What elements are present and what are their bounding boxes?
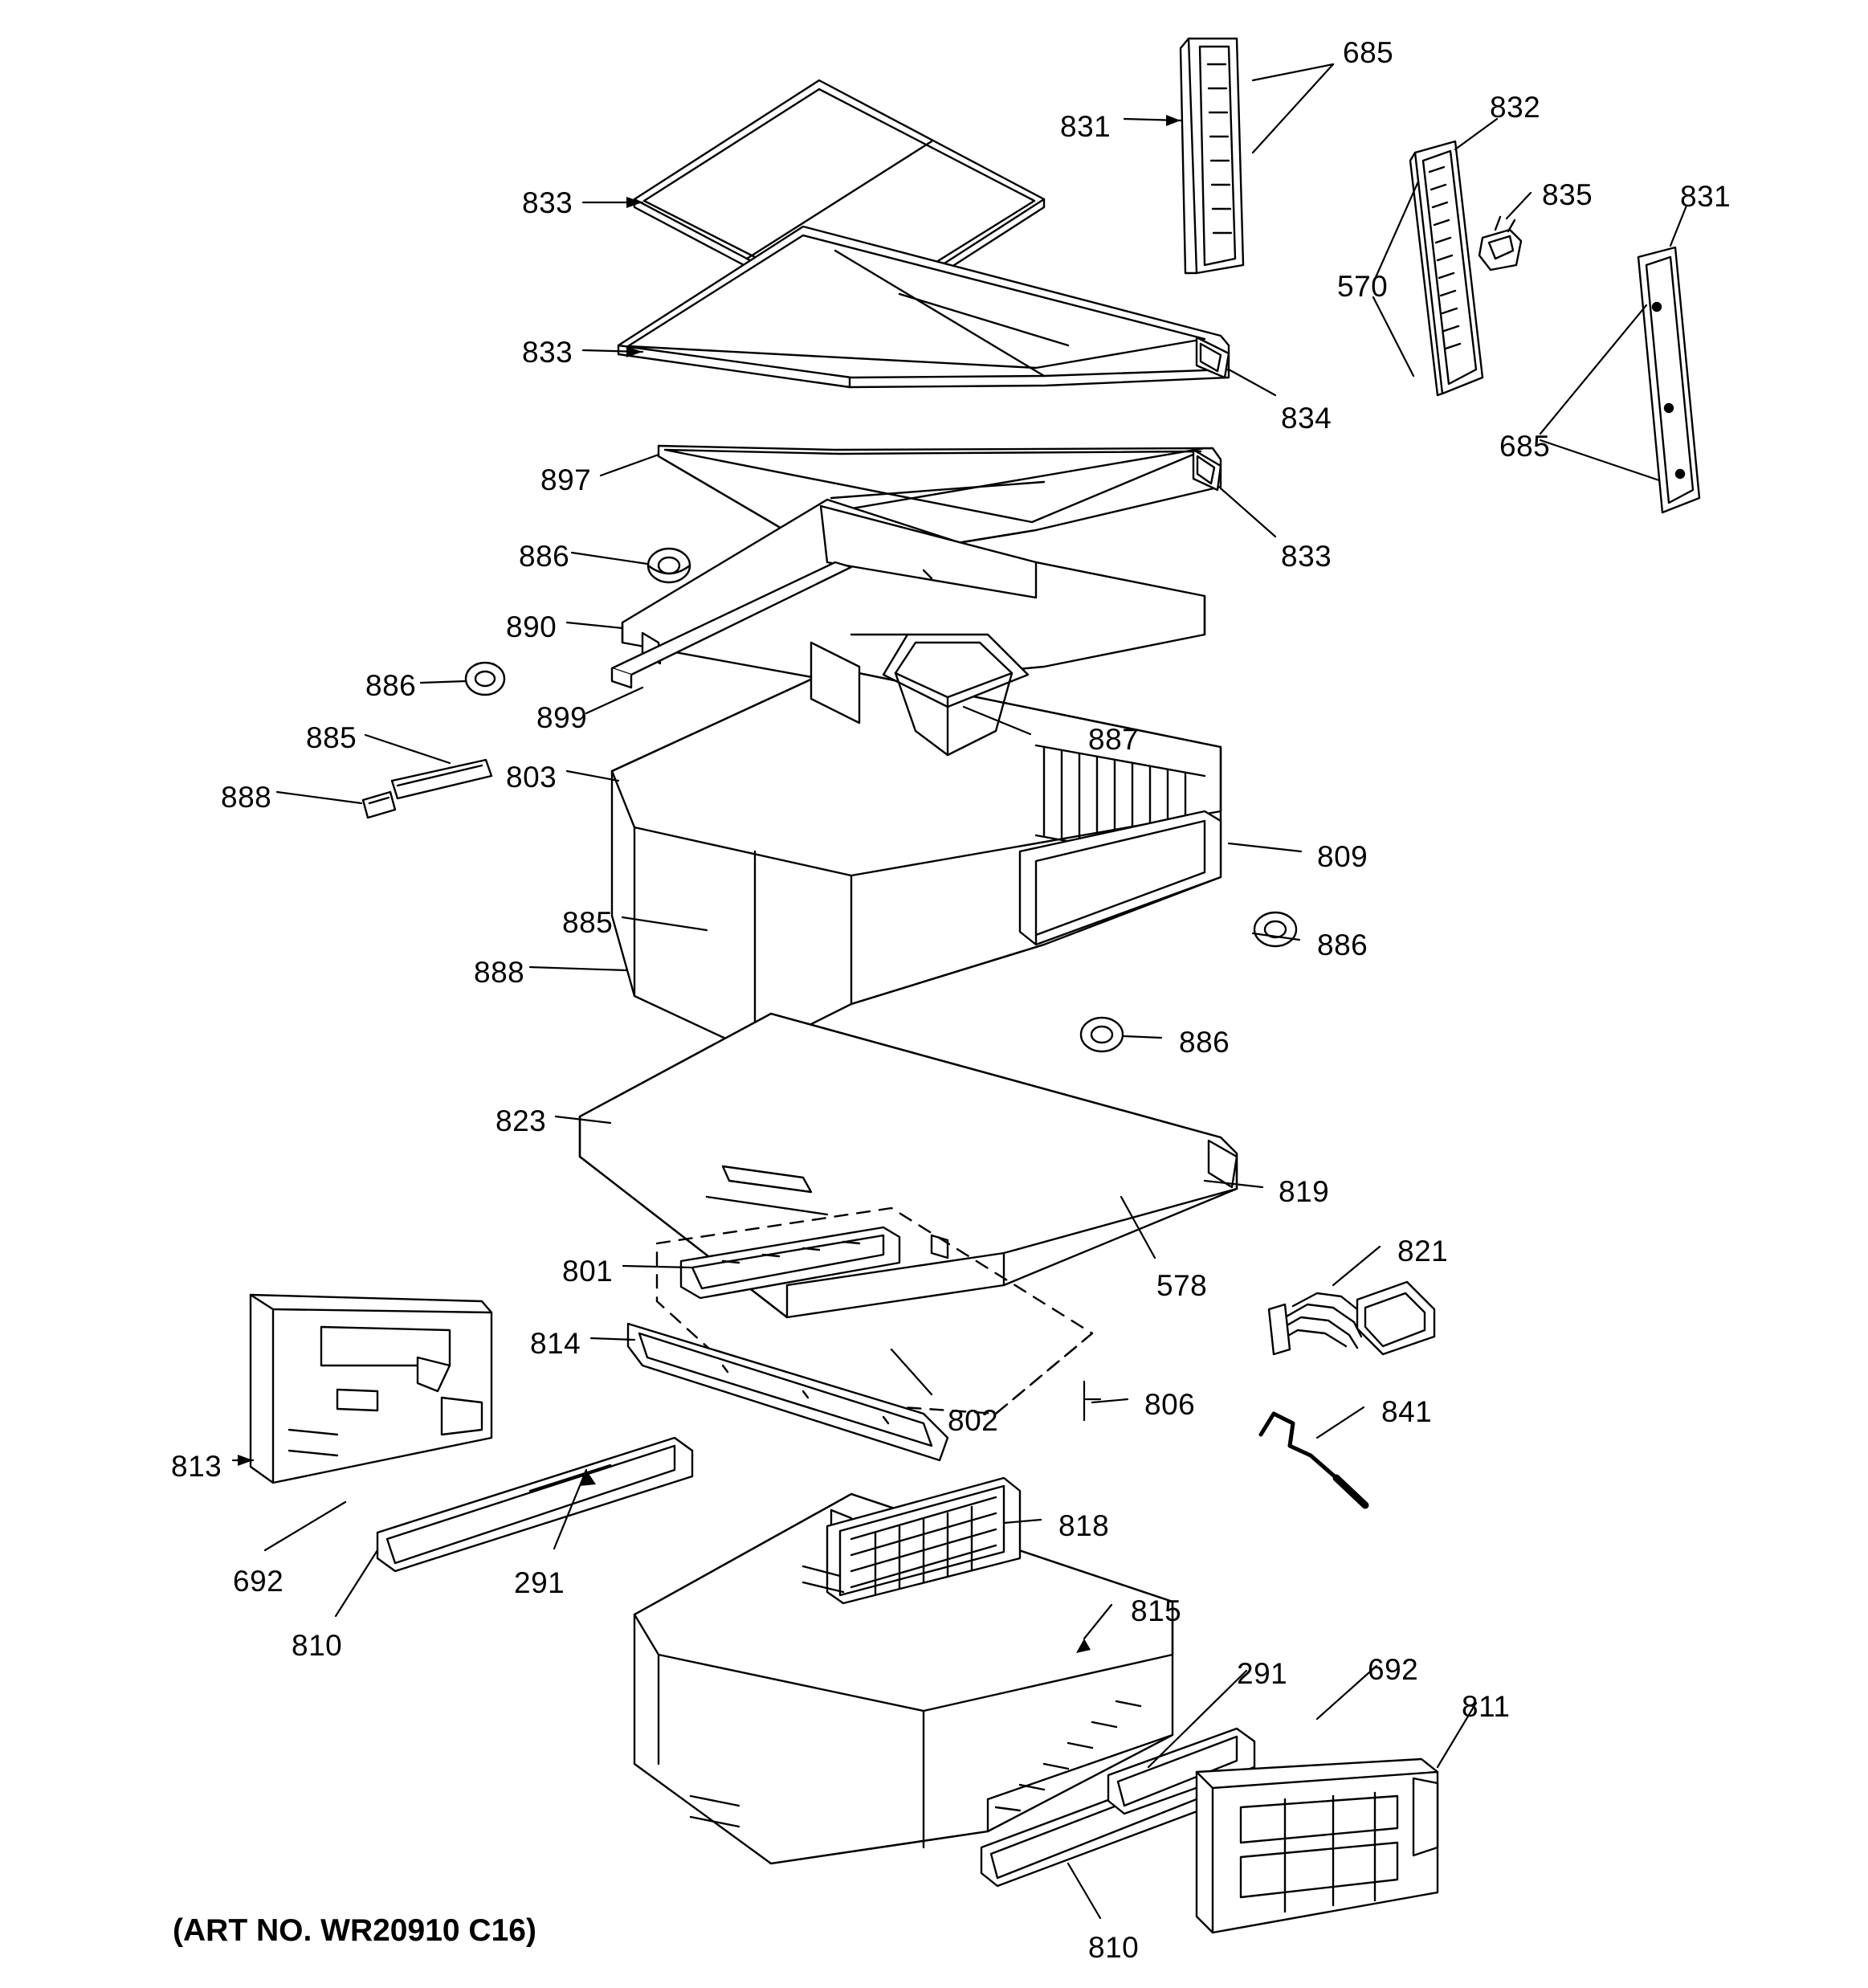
callout-831-a: 831 [1060, 110, 1111, 143]
part-810-rail-upper [377, 1438, 692, 1571]
part-886-grommet-b [466, 663, 504, 695]
callout-802: 802 [948, 1404, 999, 1437]
callout-890: 890 [506, 610, 557, 643]
callout-801: 801 [562, 1255, 614, 1288]
callout-570: 570 [1337, 270, 1389, 303]
part-832-perforated-bracket [1410, 141, 1483, 395]
part-811-end-cap [1197, 1759, 1438, 1933]
part-886-grommet-c [1254, 912, 1296, 946]
callout-897: 897 [540, 463, 592, 496]
callout-888-a: 888 [221, 781, 272, 814]
callout-813: 813 [171, 1450, 222, 1483]
callout-833-c: 833 [1281, 540, 1332, 573]
part-823-lid [580, 1014, 1237, 1317]
callout-885-b: 885 [562, 906, 614, 939]
callout-886-c: 886 [1317, 929, 1368, 961]
callout-803: 803 [506, 761, 557, 794]
callout-886-d: 886 [1179, 1026, 1230, 1059]
callout-821: 821 [1397, 1235, 1449, 1268]
part-821-wire-harness [1269, 1282, 1434, 1354]
part-888-clip-a [363, 792, 395, 818]
callout-834: 834 [1281, 402, 1332, 435]
callout-835: 835 [1542, 178, 1593, 211]
callout-291-a: 291 [514, 1566, 565, 1599]
part-831-bracket-left [1181, 39, 1243, 273]
callout-692-a: 692 [233, 1565, 284, 1598]
callout-806: 806 [1144, 1388, 1196, 1421]
callout-886-b: 886 [365, 669, 417, 702]
part-885-strip-a [392, 760, 491, 798]
callout-578: 578 [1156, 1269, 1208, 1302]
part-886-grommet-d [1081, 1018, 1123, 1051]
callout-810-b: 810 [1088, 1931, 1140, 1964]
callout-819: 819 [1279, 1175, 1330, 1208]
callout-810-a: 810 [292, 1629, 343, 1662]
callout-692-b: 692 [1368, 1653, 1419, 1686]
callout-809: 809 [1317, 840, 1368, 873]
part-813-end-cap [251, 1295, 491, 1483]
callout-685-a: 685 [1343, 36, 1394, 69]
callout-841: 841 [1381, 1395, 1433, 1428]
callout-291-b: 291 [1237, 1657, 1288, 1690]
callout-823: 823 [496, 1104, 547, 1137]
part-835-clip [1479, 217, 1521, 270]
callout-888-b: 888 [474, 956, 525, 989]
callout-832: 832 [1490, 91, 1541, 124]
callout-811: 811 [1462, 1690, 1511, 1723]
callout-685-b: 685 [1499, 430, 1551, 463]
art-number-note: (ART NO. WR20910 C16) [173, 1913, 536, 1948]
part-831-bracket-right [1638, 247, 1699, 512]
callout-887: 887 [1088, 723, 1140, 756]
callout-814: 814 [530, 1327, 581, 1360]
callout-818: 818 [1058, 1509, 1110, 1542]
part-886-grommet-a [648, 549, 690, 582]
part-841-tool [1261, 1414, 1365, 1505]
callout-833-a: 833 [522, 186, 573, 219]
callout-899: 899 [536, 701, 588, 734]
callout-833-b: 833 [522, 336, 573, 369]
callout-886-a: 886 [519, 540, 570, 573]
part-803-drawer-housing [612, 635, 1221, 1052]
callout-815: 815 [1131, 1594, 1182, 1627]
callout-885-a: 885 [306, 721, 357, 754]
callout-831-b: 831 [1680, 180, 1731, 213]
